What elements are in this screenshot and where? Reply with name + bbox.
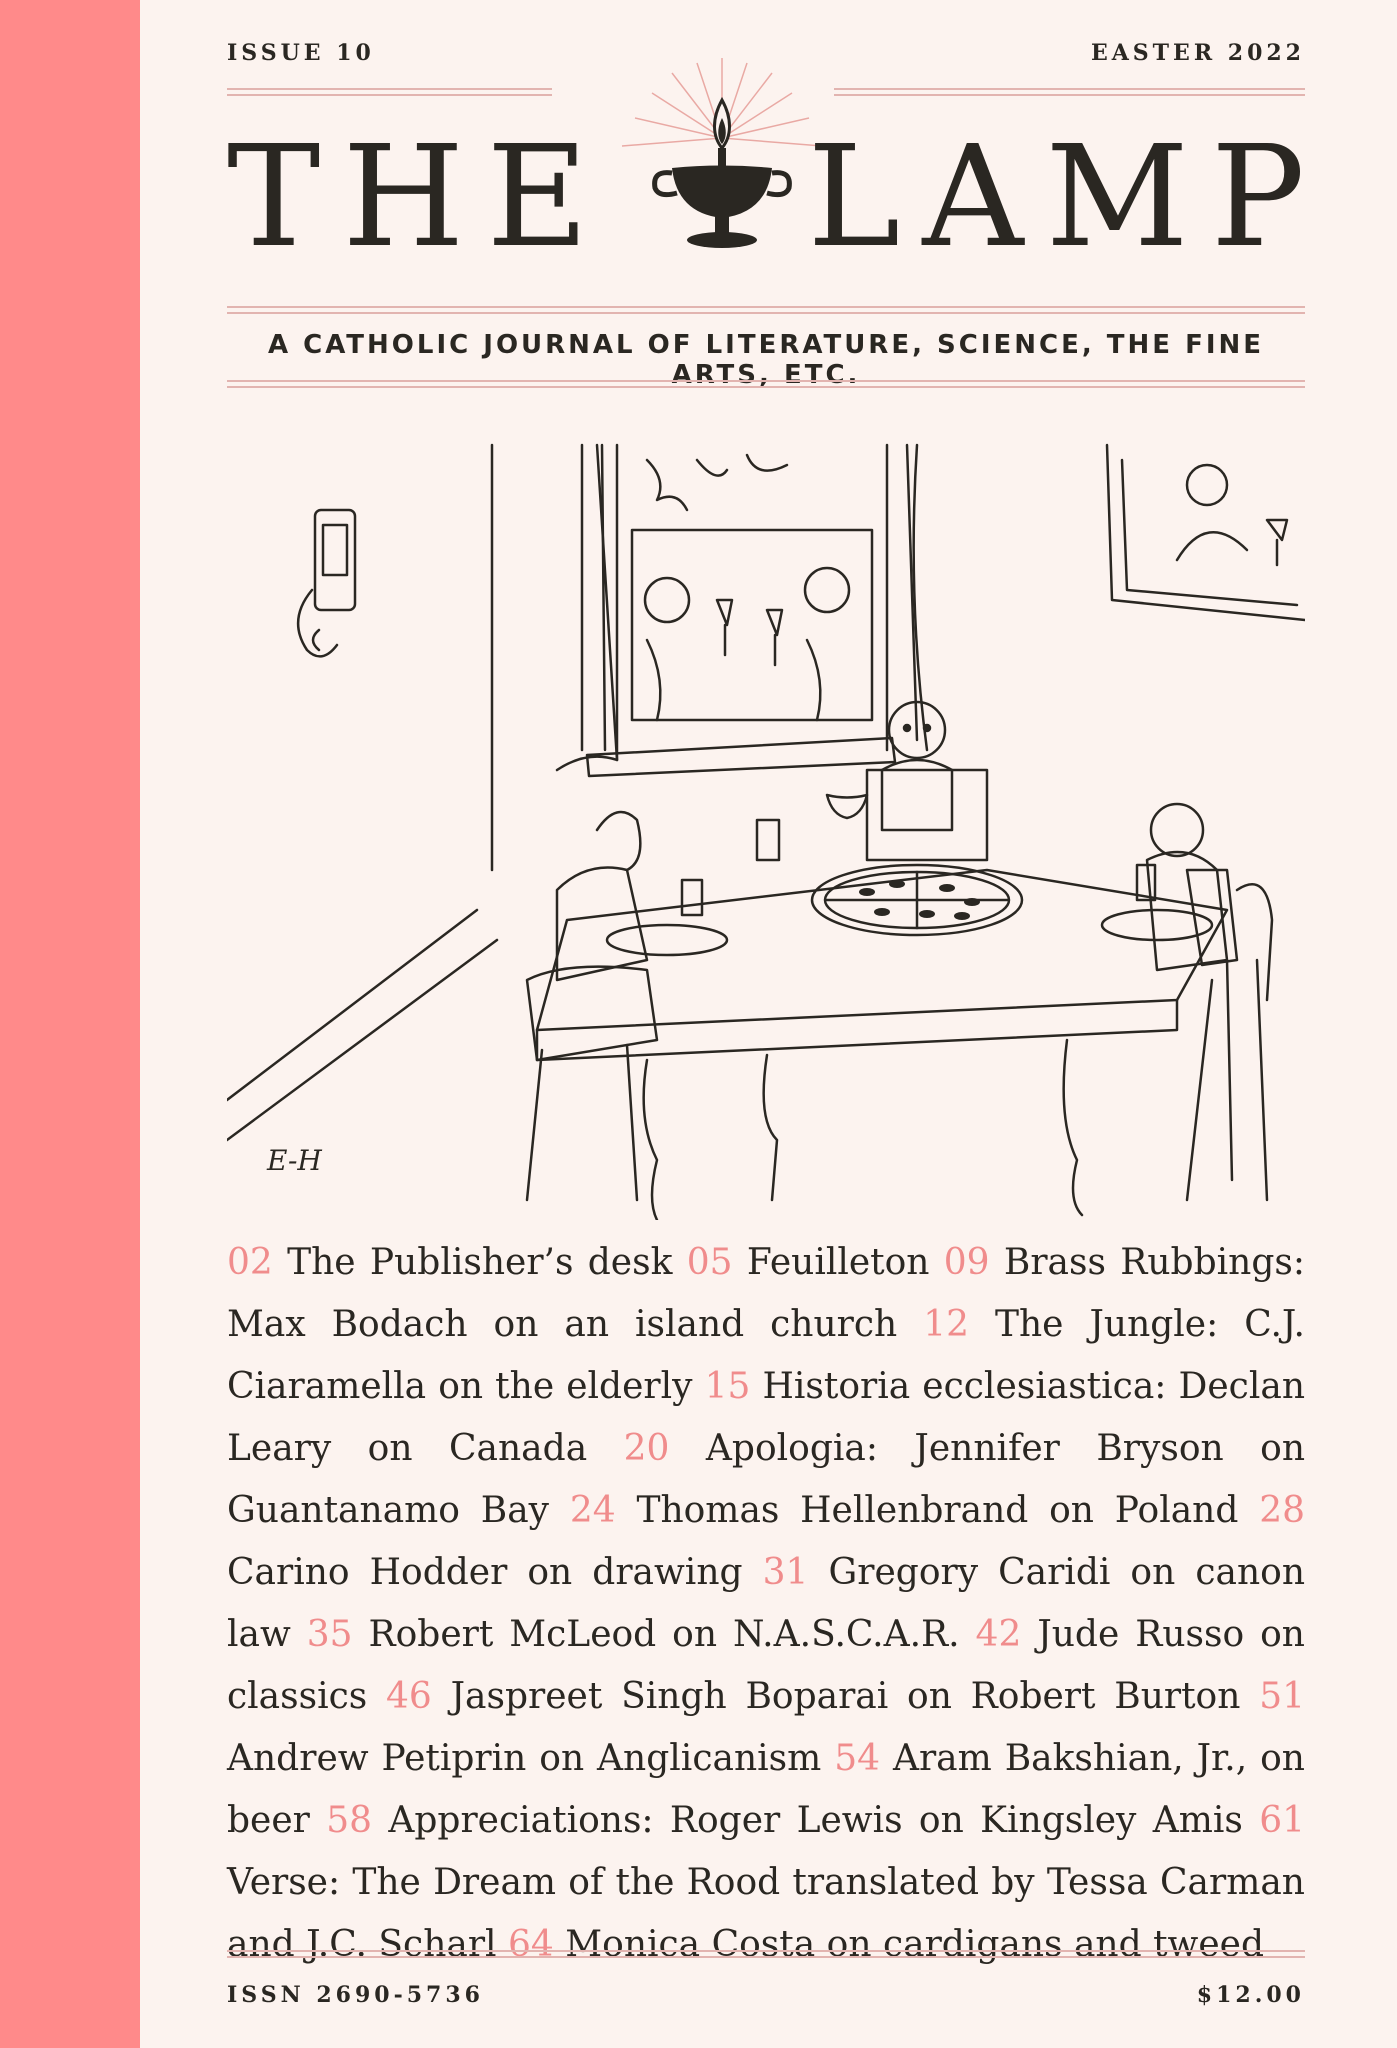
table-of-contents [227, 1232, 1305, 1976]
journal-subtitle: A CATHOLIC JOURNAL OF LITERATURE, SCIENCE, THE FINE ARTS, ETC. [267, 330, 1265, 390]
cover-spine [0, 0, 140, 2048]
toc-entry: 05 Feuilleton [686, 1242, 930, 1283]
footer-rule [227, 1950, 1305, 1958]
toc-entry: 35 Robert McLeod on N.A.S.C.A.R. [306, 1614, 960, 1655]
toc-entry: 64 Monica Costa on cardigans and tweed [508, 1924, 1265, 1965]
toc-entry: 20 Apologia: Jennifer Bryson on Guantanamo Bay [227, 1428, 1306, 1531]
issn: ISSN 2690-5736 [227, 1982, 484, 2008]
toc-entry: 58 Appreciations: Roger Lewis on Kingsley Amis [326, 1800, 1243, 1841]
price: $12.00 [1196, 1982, 1305, 2008]
subtitle-rule-top [227, 306, 1305, 314]
masthead [227, 116, 1327, 279]
issue-date: EASTER 2022 [1090, 40, 1305, 66]
toc-entry: 15 Historia ecclesiastica: Declan Leary on Canada [227, 1366, 1306, 1469]
issue-number: ISSUE 10 [227, 40, 375, 66]
oil-lamp-icon [617, 58, 827, 268]
toc-entry: 61 Verse: The Dream of the Rood translated by Tessa Carman and J.C. Scharl [227, 1800, 1305, 1965]
dinner-table-illustration [227, 440, 1305, 1220]
masthead-title-left: THE [227, 116, 611, 279]
top-rule-right [834, 88, 1305, 96]
toc-entry: 09 Brass Rubbings: Max Bodach on an island church [227, 1242, 1305, 1345]
toc-entry: 24 Thomas Hellenbrand on Poland [569, 1490, 1239, 1531]
top-rule-left [227, 88, 552, 96]
toc-entry: 02 The Publisher’s desk [227, 1242, 673, 1283]
masthead-title-right: LAMP [807, 116, 1327, 279]
toc-entry: 28 Carino Hodder on drawing [227, 1490, 1306, 1593]
subtitle-rule-bottom [227, 380, 1305, 388]
toc-entry: 51 Andrew Petiprin on Anglicanism [227, 1676, 1306, 1779]
toc-entry: 46 Jaspreet Singh Boparai on Robert Burton [386, 1676, 1241, 1717]
toc-entry: 31 Gregory Caridi on canon law [227, 1552, 1306, 1655]
toc-entry: 12 The Jungle: C.J. Ciaramella on the elderly [227, 1304, 1305, 1407]
artist-signature: E-H [267, 1144, 322, 1177]
magazine-cover [227, 0, 1327, 2048]
toc-entry: 42 Jude Russo on classics [227, 1614, 1305, 1717]
toc-entry: 54 Aram Bakshian, Jr., on beer [227, 1738, 1305, 1841]
